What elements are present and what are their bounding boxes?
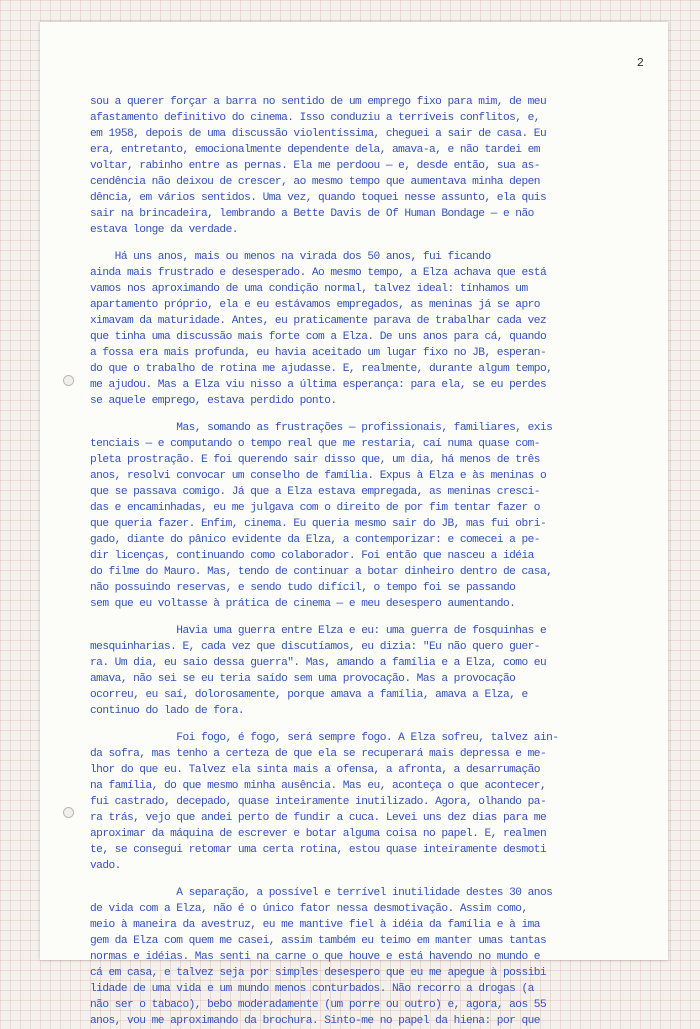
text-line: meio à maneira da avestruz, eu me mantive fiel à idéia da família e à ima <box>90 919 540 931</box>
text-line: gem da Elza com quem me casei, assim também eu teimo em manter umas tantas <box>90 935 547 947</box>
text-line: cá em casa, e talvez seja por simples desespero que eu me apegue à possibi <box>90 967 547 979</box>
text-line: dir licenças, continuando como colaborador. Foi então que nasceu a idéia <box>90 550 534 562</box>
text-line: Foi fogo, é fogo, será sempre fogo. A Elza sofreu, talvez ain- <box>90 732 559 744</box>
typed-page <box>40 22 668 1027</box>
paragraph <box>90 420 636 612</box>
text-line: Há uns anos, mais ou menos na virada dos 50 anos, fui ficando <box>90 251 491 263</box>
text-line: mesquinharias. E, cada vez que discutíamos, eu dizia: "Eu não quero guer- <box>90 641 540 653</box>
punch-hole <box>63 807 74 818</box>
text-line: ximavam da maturidade. Antes, eu praticamente parava de trabalhar cada vez <box>90 315 547 327</box>
text-line: sair na brincadeira, lembrando a Bette Davis de Of Human Bondage — e não <box>90 208 534 220</box>
text-line: do que o trabalho de rotina me ajudasse. E, realmente, durante algum tempo, <box>90 363 553 375</box>
text-line: lidade de uma vida e um mundo menos conturbados. Não recorro a drogas (a <box>90 983 534 995</box>
paragraph <box>90 623 636 719</box>
text-line: dência, em vários sentidos. Uma vez, quando toquei nesse assunto, ela quis <box>90 192 547 204</box>
text-line: tenciais — e computando o tempo real que me restaria, caí numa quase com- <box>90 438 540 450</box>
text-line: que queria fazer. Enfim, cinema. Eu queria mesmo sair do JB, mas fui obri- <box>90 518 547 530</box>
text-line: ra trás, vejo que andei perto de fundir a cuca. Levei uns dez dias para me <box>90 812 547 824</box>
text-line: Mas, somando as frustrações — profissionais, familiares, exis <box>90 422 553 434</box>
paragraph-gap <box>90 238 636 249</box>
punch-hole <box>63 375 74 386</box>
text-line: das e encaminhadas, eu me julgava com o direito de por fim tentar fazer o <box>90 502 540 514</box>
text-line: a fossa era mais profunda, eu havia aceitado um lugar fixo no JB, esperan- <box>90 347 547 359</box>
page-number: 2 <box>636 56 644 70</box>
text-line: te, se consegui retomar uma certa rotina, estou quase inteiramente desmoti <box>90 844 547 856</box>
text-line: sem que eu voltasse à prática de cinema — e meu desespero aumentando. <box>90 598 516 610</box>
text-line: do filme do Mauro. Mas, tendo de continuar a botar dinheiro dentro de casa, <box>90 566 553 578</box>
text-line: não ser o tabaco), bebo moderadamente (um porre ou outro) e, agora, aos 55 <box>90 999 547 1011</box>
text-line: ra. Um dia, eu saio dessa guerra". Mas, amando a família e a Elza, como eu <box>90 657 547 669</box>
text-line: da sofra, mas tenho a certeza de que ela se recuperará mais depressa e me- <box>90 748 547 760</box>
text-line: em 1958, depois de uma discussão violentíssima, cheguei a sair de casa. Eu <box>90 128 547 140</box>
paragraph-gap <box>90 874 636 885</box>
text-line: de vida com a Elza, não é o único fator nessa desmotivação. Assim como, <box>90 903 528 915</box>
text-line: cendência não deixou de crescer, ao mesmo tempo que aumentava minha depen <box>90 176 540 188</box>
text-line: fui castrado, decepado, quase inteiramente inutilizado. Agora, olhando pa- <box>90 796 547 808</box>
paragraph-gap <box>90 719 636 730</box>
paragraph <box>90 885 636 1029</box>
text-line: gado, diante do pânico evidente da Elza, a contemporizar: e comecei a pe- <box>90 534 540 546</box>
text-line: continuo do lado de fora. <box>90 705 245 717</box>
text-line: que se passava comigo. Já que a Elza estava empregada, as meninas cresci- <box>90 486 540 498</box>
text-line: se aquele emprego, estava perdido ponto. <box>90 395 337 407</box>
text-line: era, entretanto, emocionalmente dependente dela, amava-a, e não tardei em <box>90 144 540 156</box>
text-line: ainda mais frustrado e desesperado. Ao mesmo tempo, a Elza achava que está <box>90 267 547 279</box>
paragraph <box>90 249 636 409</box>
text-line: voltar, rabinho entre as pernas. Ela me perdoou — e, desde então, sua as- <box>90 160 540 172</box>
text-line: vamos nos aproximando de uma condição normal, talvez ideal: tínhamos um <box>90 283 528 295</box>
text-line: Havia uma guerra entre Elza e eu: uma guerra de fosquinhas e <box>90 625 547 637</box>
paragraph-gap <box>90 409 636 420</box>
text-line: na família, do que mesmo minha ausência. Mas eu, aconteça o que acontecer, <box>90 780 547 792</box>
text-line: estava longe da verdade. <box>90 224 238 236</box>
text-line: amava, não sei se eu teria saído sem uma provocação. Mas a provocação <box>90 673 516 685</box>
text-line: A separação, a possível e terrível inutilidade destes 30 anos <box>90 887 553 899</box>
text-line: vado. <box>90 860 121 872</box>
text-line: afastamento definitivo do cinema. Isso conduziu a terríveis conflitos, e, <box>90 112 540 124</box>
paragraph <box>90 730 636 874</box>
typewritten-text <box>90 94 636 1029</box>
text-line: aproximar da máquina de escrever e botar alguma coisa no papel. E, realmen <box>90 828 547 840</box>
text-line: lhor do que eu. Talvez ela sinta mais a ofensa, a afronta, a desarrumação <box>90 764 540 776</box>
text-line: pleta prostração. E foi querendo sair disso que, um dia, há menos de três <box>90 454 540 466</box>
text-line: normas e idéias. Mas senti na carne o que houve e está havendo no mundo e <box>90 951 540 963</box>
text-line: que tinha uma discussão mais forte com a Elza. De uns anos para cá, quando <box>90 331 547 343</box>
text-line: apartamento próprio, ela e eu estávamos empregados, as meninas já se apro <box>90 299 540 311</box>
text-line: sou a querer forçar a barra no sentido de um emprego fixo para mim, de meu <box>90 96 547 108</box>
paragraph <box>90 94 636 238</box>
paragraph-gap <box>90 612 636 623</box>
text-line: ocorreu, eu saí, dolorosamente, porque amava a família, amava a Elza, e <box>90 689 528 701</box>
text-line: anos, resolvi convocar um conselho de família. Expus à Elza e às meninas o <box>90 470 547 482</box>
text-line: anos, vou me aproximando da brochura. Sinto-me no papel da hiena: por que <box>90 1015 540 1027</box>
text-line: me ajudou. Mas a Elza viu nisso a última esperança: para ela, se eu perdes <box>90 379 547 391</box>
text-line: não possuindo reservas, e sendo tudo difícil, o tempo foi se passando <box>90 582 516 594</box>
